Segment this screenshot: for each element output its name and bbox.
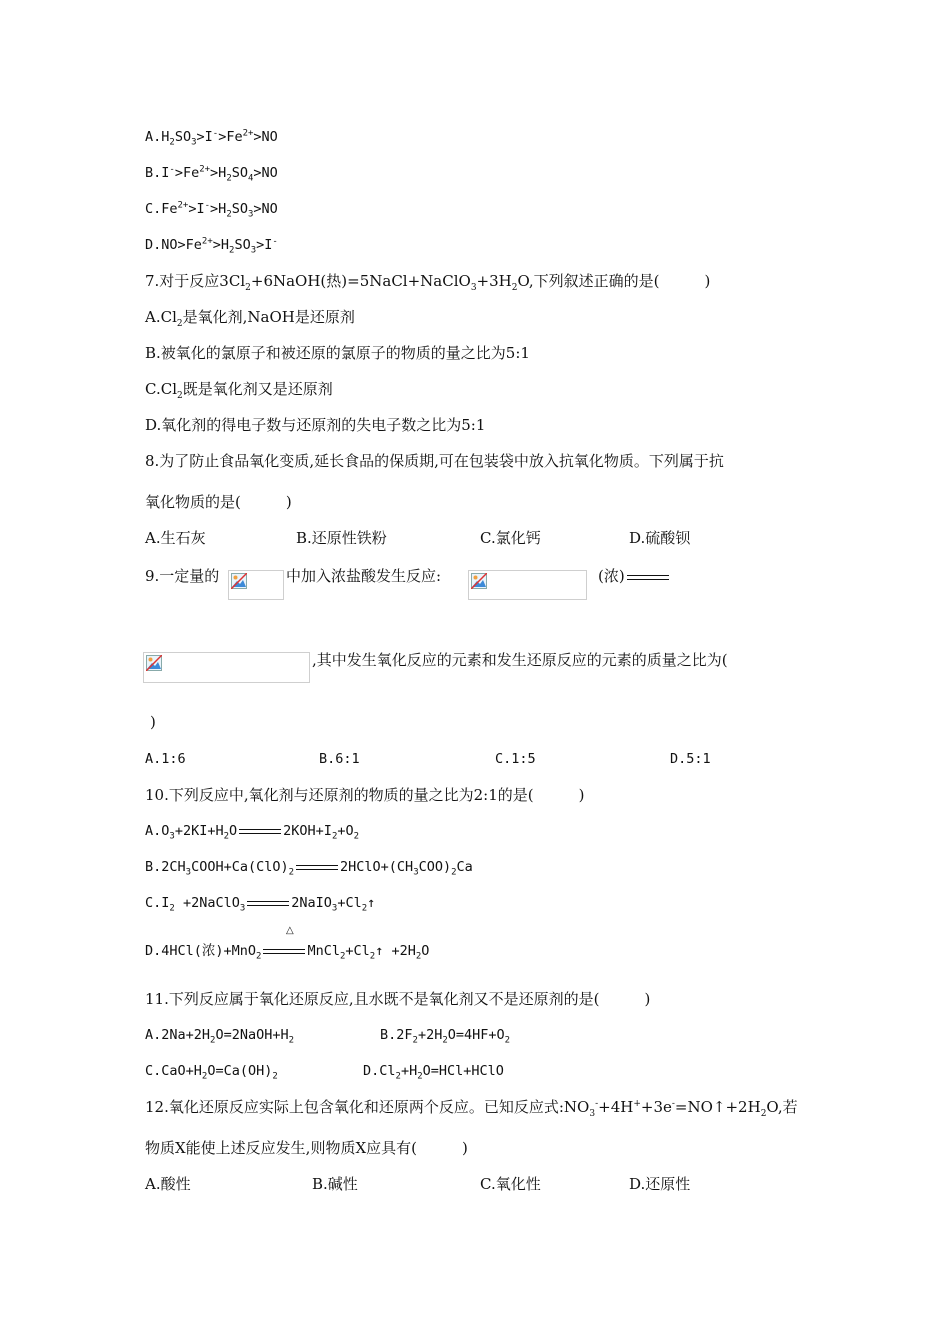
q8-option-a: A.生石灰 — [145, 529, 206, 547]
q6-option-d: $D.NO>Fe^{2+}>H_2SO_3>I^-$ — [145, 236, 278, 256]
q10-option-c: $C.I_2$ +2NaClO$_3$ $2NaIO_3+Cl_2↑$ — [145, 895, 376, 914]
q9-text-part1: 9.一定量的 — [145, 567, 220, 585]
q7-option-a: $A.Cl_2$是氧化剂,NaOH是还原剂 — [145, 308, 355, 329]
equals-sign — [239, 829, 281, 834]
q9-formula-image-3 — [143, 652, 310, 683]
q12-option-d: D.还原性 — [629, 1175, 691, 1193]
equals-sign — [263, 949, 305, 954]
q9-option-c: C.1:5 — [495, 751, 536, 767]
broken-image-icon — [471, 573, 487, 589]
q9-formula-image-1 — [228, 570, 284, 600]
q10-option-b: $B.2CH_3COOH+Ca(ClO)_2$ $2HClO+(CH_3COO)_2Ca$ — [145, 859, 473, 878]
q9-text-part4: ,其中发生氧化反应的元素和发生还原反应的元素的质量之比为( — [312, 651, 728, 669]
q8-stem-line2: 氧化物质的是( ) — [145, 493, 292, 511]
q11-option-a: $A.2Na+2H_2O=2NaOH+H_2$ — [145, 1027, 295, 1046]
q9-option-d: D.5:1 — [670, 751, 711, 767]
q12-stem-line2: 物质X能使上述反应发生,则物质X应具有( ) — [145, 1139, 468, 1157]
q7-option-d: D.氧化剂的得电子数与还原剂的失电子数之比为5:1 — [145, 416, 486, 434]
q6-option-a: $A.H_2SO_3>I^->Fe^{2+}>NO$ — [145, 128, 278, 148]
q8-option-b: B.还原性铁粉 — [296, 529, 387, 547]
q12-option-c: C.氧化性 — [480, 1175, 541, 1193]
q9-text-part5: ) — [150, 713, 156, 731]
q8-option-d: D.硫酸钡 — [629, 529, 691, 547]
q9-option-b: B.6:1 — [319, 751, 360, 767]
q11-option-b: $B.2F_2+2H_2O=4HF+O_2$ — [380, 1027, 511, 1046]
broken-image-icon — [231, 573, 247, 589]
q9-text-part2: 中加入浓盐酸发生反应: — [286, 567, 442, 585]
q8-option-c: C.氯化钙 — [480, 529, 541, 547]
q6-option-c: $C.Fe^{2+}>I^->H_2SO_3>NO$ — [145, 200, 278, 220]
heat-delta-symbol: △ — [286, 925, 294, 936]
q12-stem-line1: 12.氧化还原反应实际上包含氧化和还原两个反应。已知反应式$:NO_3^-+4H^++3e^-=NO↑+2H_2O$,若 — [145, 1098, 798, 1119]
q9-formula-image-2 — [468, 570, 587, 600]
q11-option-c: $C.CaO+H_2O=Ca(OH)_2$ — [145, 1063, 278, 1082]
q11-stem: 11.下列反应属于氧化还原反应,且水既不是氧化剂又不是还原剂的是( ) — [145, 990, 651, 1008]
q8-stem-line1: 8.为了防止食品氧化变质,延长食品的保质期,可在包装袋中放入抗氧化物质。下列属于抗 — [145, 452, 724, 470]
equals-sign — [296, 865, 338, 870]
q9-text-part3: (浓) — [598, 566, 671, 586]
q7-stem: 7.对于反应$3Cl_2+6NaOH$(热)$=5NaCl+NaClO_3+3H_2O$,下列叙述正确的是( ) — [145, 272, 711, 293]
q12-option-b: B.碱性 — [312, 1175, 358, 1193]
q10-option-d: D.4HCl(浓)+MnO$_2$ $MnCl_2+Cl_2↑ +2H_2O$ — [145, 943, 430, 962]
q7-option-b: B.被氧化的氯原子和被还原的氯原子的物质的量之比为5:1 — [145, 344, 530, 362]
q9-option-a: A.1:6 — [145, 751, 186, 767]
equals-sign — [247, 901, 289, 906]
q6-option-b: $B.I^->Fe^{2+}>H_2SO_4>NO$ — [145, 164, 278, 184]
equals-sign — [627, 575, 669, 580]
q7-option-c: $C.Cl_2$既是氧化剂又是还原剂 — [145, 380, 333, 401]
broken-image-icon — [146, 655, 162, 671]
q10-stem: 10.下列反应中,氧化剂与还原剂的物质的量之比为2:1的是( ) — [145, 786, 585, 804]
q12-option-a: A.酸性 — [145, 1175, 191, 1193]
q10-option-a: $A.O_3+2KI+H_2O$ $2KOH+I_2+O_2$ — [145, 823, 360, 842]
q11-option-d: $D.Cl_2+H_2O=HCl+HClO$ — [363, 1063, 504, 1082]
